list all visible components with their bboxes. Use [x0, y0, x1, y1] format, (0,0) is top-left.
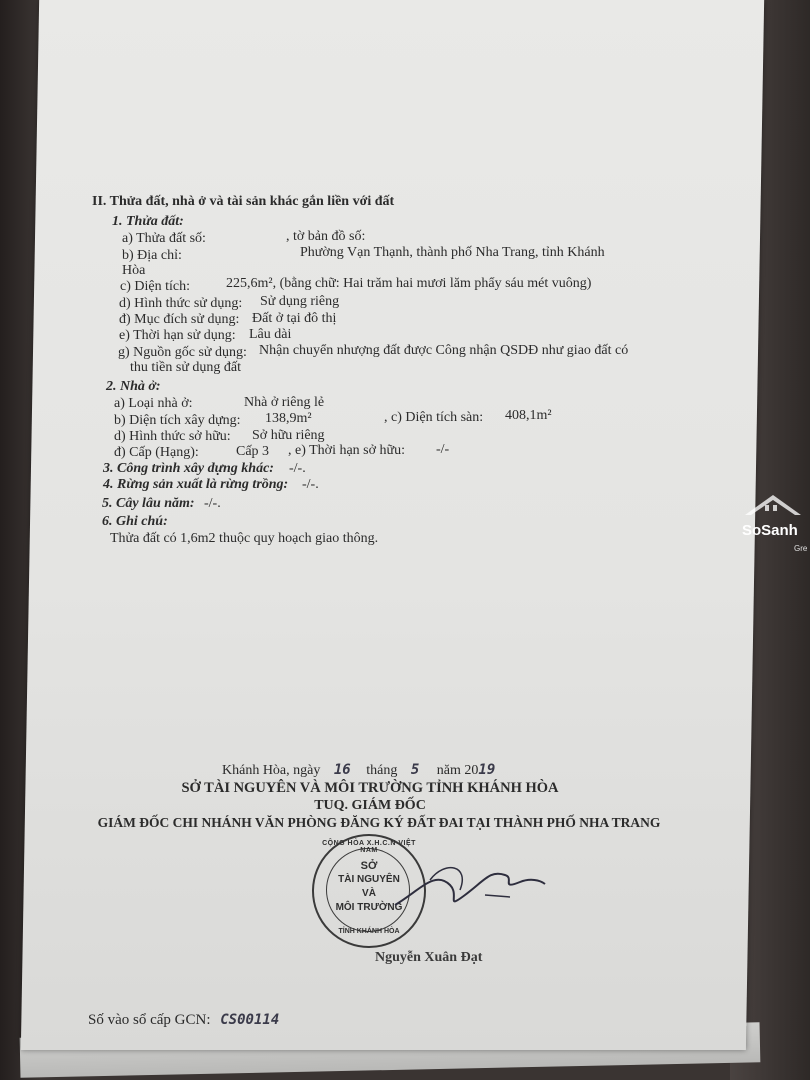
sign-day: 16 — [333, 762, 351, 778]
stamp-line-2: TÀI NGUYÊN — [338, 874, 400, 885]
stamp-line-4: MÔI TRƯỜNG — [335, 902, 403, 913]
watermark-brand: SoSanh — [742, 522, 798, 539]
sign-month: 5 — [410, 762, 420, 778]
land-heading: 1. Thửa đất: — [112, 214, 184, 229]
land-address-value-cont: Hòa — [122, 263, 146, 278]
land-map-sheet-label: , tờ bản đồ số: — [286, 229, 366, 244]
land-area-label: c) Diện tích: — [120, 279, 190, 294]
house-floor-area-value: 408,1m² — [505, 408, 552, 423]
watermark-subtext: Gre — [794, 544, 808, 553]
stamp-line-3: VÀ — [362, 888, 376, 899]
land-usage-form-value: Sử dụng riêng — [260, 294, 340, 309]
sign-title: GIÁM ĐỐC CHI NHÁNH VĂN PHÒNG ĐĂNG KÝ ĐẤT ĐAI TẠI THÀNH PHỐ NHA TRANG — [97, 815, 661, 830]
house-type-value: Nhà ở riêng lẻ — [244, 395, 325, 410]
sign-place-date-prefix: Khánh Hòa, ngày — [222, 763, 321, 778]
gcn-label — [88, 1012, 279, 1028]
sign-place-date-label — [222, 762, 495, 779]
sign-tuq: TUQ. GIÁM ĐỐC — [314, 798, 426, 813]
land-origin-value: Nhận chuyển nhượng đất được Công nhận QSDĐ như giao đất có — [259, 343, 629, 358]
section-title: II. Thửa đất, nhà ở và tài sản khác gắn liền với đất — [92, 194, 395, 209]
stamp-line-1: SỞ — [360, 860, 378, 872]
house-type-label: a) Loại nhà ở: — [114, 396, 193, 411]
house-ownership-value: Sở hữu riêng — [252, 428, 325, 443]
land-origin-value-cont: thu tiền sử dụng đất — [130, 360, 242, 375]
land-parcel-number-label: a) Thửa đất số: — [122, 231, 206, 246]
signer-name: Nguyễn Xuân Đạt — [375, 950, 483, 965]
land-address-label: b) Địa chỉ: — [122, 248, 182, 263]
planted-forest-value: -/-. — [302, 477, 319, 492]
house-ownership-label: d) Hình thức sở hữu: — [114, 429, 231, 444]
land-usage-form-label: d) Hình thức sử dụng: — [119, 296, 243, 311]
sign-year-label: năm 20 — [436, 763, 479, 778]
land-term-value: Lâu dài — [249, 327, 292, 342]
gcn-label-text: Số vào sổ cấp GCN: — [88, 1012, 211, 1028]
house-heading: 2. Nhà ở: — [106, 379, 161, 394]
stamp-bottom-text: TỈNH KHÁNH HÒA — [338, 928, 400, 935]
land-area-value: 225,6m², (bằng chữ: Hai trăm hai mươi lăm phẩy sáu mét vuông) — [226, 276, 592, 291]
planted-forest-label: 4. Rừng sản xuất là rừng trồng: — [103, 477, 289, 492]
land-purpose-label: đ) Mục đích sử dụng: — [119, 312, 240, 327]
perennial-trees-label: 5. Cây lâu năm: — [102, 496, 195, 511]
gcn-number: CS00114 — [220, 1012, 280, 1028]
house-floor-area-label: , c) Diện tích sàn: — [384, 410, 484, 425]
handwritten-signature-icon — [390, 850, 550, 920]
house-build-area-label: b) Diện tích xây dựng: — [114, 413, 241, 428]
land-address-value: Phường Vạn Thạnh, thành phố Nha Trang, tỉnh Khánh — [300, 245, 605, 260]
other-construction-label: 3. Công trình xây dựng khác: — [103, 461, 274, 476]
notes-text: Thửa đất có 1,6m2 thuộc quy hoạch giao thông. — [110, 531, 379, 546]
notes-heading: 6. Ghi chú: — [102, 514, 168, 529]
house-build-area-value: 138,9m² — [265, 411, 312, 426]
stamp-top-text: CỘNG HÒA X.H.C.N VIỆT NAM — [322, 840, 416, 854]
land-purpose-value: Đất ở tại đô thị — [252, 311, 337, 326]
land-origin-label: g) Nguồn gốc sử dụng: — [118, 345, 247, 360]
other-construction-value: -/-. — [289, 461, 306, 476]
perennial-trees-value: -/-. — [204, 496, 221, 511]
sign-organization: SỞ TÀI NGUYÊN VÀ MÔI TRƯỜNG TỈNH KHÁNH HÒA — [181, 780, 559, 796]
house-grade-value: Cấp 3 — [236, 444, 270, 459]
land-term-label: e) Thời hạn sử dụng: — [119, 328, 236, 343]
house-grade-label: đ) Cấp (Hạng): — [114, 445, 199, 460]
house-term-value: -/- — [436, 442, 450, 457]
sign-month-label: tháng — [366, 763, 398, 778]
sign-year: 19 — [478, 762, 496, 778]
house-term-label: , e) Thời hạn sở hữu: — [288, 443, 406, 458]
